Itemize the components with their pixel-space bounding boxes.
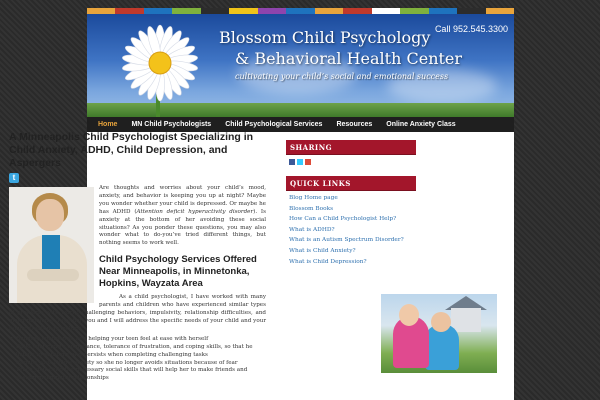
- main-nav: [87, 117, 514, 132]
- google-plus-icon[interactable]: [305, 159, 311, 165]
- list-item: • Build your child’s compliance, tolerance of frustration, and coping skills, so that he listens to authority and persists when completing challenging tasks: [9, 344, 266, 360]
- goals-list: [9, 336, 266, 383]
- photo-girl-head: [399, 304, 419, 326]
- facebook-icon[interactable]: [289, 159, 295, 165]
- quick-link-adhd[interactable]: What is ADHD?: [289, 226, 335, 233]
- psychologist-portrait: [9, 187, 94, 303]
- sidebar: [286, 140, 416, 269]
- services-heading: Child Psychology Services Offered Near Minneapolis, in Minnetonka, Hopkins, Wayzata Area: [99, 254, 257, 290]
- quick-link-depression[interactable]: What is Child Depression?: [289, 258, 367, 265]
- site-title-line2: & Behavioral Health Center: [235, 49, 463, 68]
- list-item: • Building confidence, and helping your teen feel at ease with herself: [9, 336, 266, 344]
- twitter-icon[interactable]: t: [9, 173, 19, 183]
- nav-resources[interactable]: Resources: [336, 121, 373, 128]
- twitter-share-icon[interactable]: [297, 159, 303, 165]
- photo-house: [451, 308, 481, 332]
- site-title[interactable]: [219, 27, 462, 69]
- daisy-logo[interactable]: [117, 20, 203, 106]
- intro-text-italic: Attention deficit hyperactivity disorder: [136, 208, 254, 215]
- quick-link-blossom-books[interactable]: Blossom Books: [289, 205, 334, 212]
- services-paragraph: As a child psychologist, I have worked with many parents and children who have experienced similar types of problems with worry, challenging behaviors, impulsivity, relationship difficulties, and mood problems. Together, you and I will address the specific needs of your child and your family. Goals may include:: [9, 294, 266, 332]
- quick-link-how-can-help[interactable]: How Can a Child Psychologist Help?: [289, 216, 397, 223]
- portrait-arms: [27, 269, 79, 281]
- intro-text-a: Are thoughts and worries about your child’s mood, anxiety, and behavior is keeping you up at night? Maybe you wonder whether your child is depressed. Or maybe he has ADHD (: [99, 185, 266, 215]
- intro-text-b: ). Is anxiety at the bottom of her avoiding these social situations? As you ponder these questions, you may also wonder what to do-you’ve tried different things, but nothing seems to work well.: [99, 208, 266, 247]
- page-title: A Minneapolis Child Psychologist Specializing in Child Anxiety, ADHD, Child Depression, and Aspergers: [9, 131, 254, 169]
- children-photo: [381, 294, 497, 373]
- nav-online-anxiety-class[interactable]: Online Anxiety Class: [386, 121, 456, 128]
- quick-links-list: [286, 195, 416, 269]
- nav-mn-child-psychologists[interactable]: MN Child Psychologists: [131, 121, 212, 128]
- site-title-line1: Blossom Child Psychology: [219, 28, 431, 47]
- main-content: [9, 131, 266, 383]
- list-item: • Reduce your child’s anxiety so she no longer avoids situations because of fear: [9, 360, 266, 368]
- share-icons: [286, 155, 416, 169]
- site-header: [87, 14, 514, 117]
- portrait-face: [36, 199, 64, 231]
- sharing-heading: SHARING: [286, 140, 416, 155]
- quick-link-blog-home[interactable]: Blog Home page: [289, 195, 338, 201]
- nav-child-psychological-services[interactable]: Child Psychological Services: [225, 121, 323, 128]
- quick-links-heading: QUICK LINKS: [286, 176, 416, 191]
- nav-home[interactable]: Home: [98, 121, 118, 128]
- quick-link-anxiety[interactable]: What is Child Anxiety?: [289, 247, 356, 254]
- site-tagline: cultivating your child’s social and emotional success: [235, 72, 449, 81]
- list-item: • Teach your child the necessary social skills that will help her to make friends and sustain meaningful relationships: [9, 367, 266, 383]
- quick-link-autism[interactable]: What is an Autism Spectrum Disorder?: [289, 237, 404, 244]
- phone-number[interactable]: Call 952.545.3300: [434, 24, 508, 34]
- photo-boy-head: [431, 312, 451, 332]
